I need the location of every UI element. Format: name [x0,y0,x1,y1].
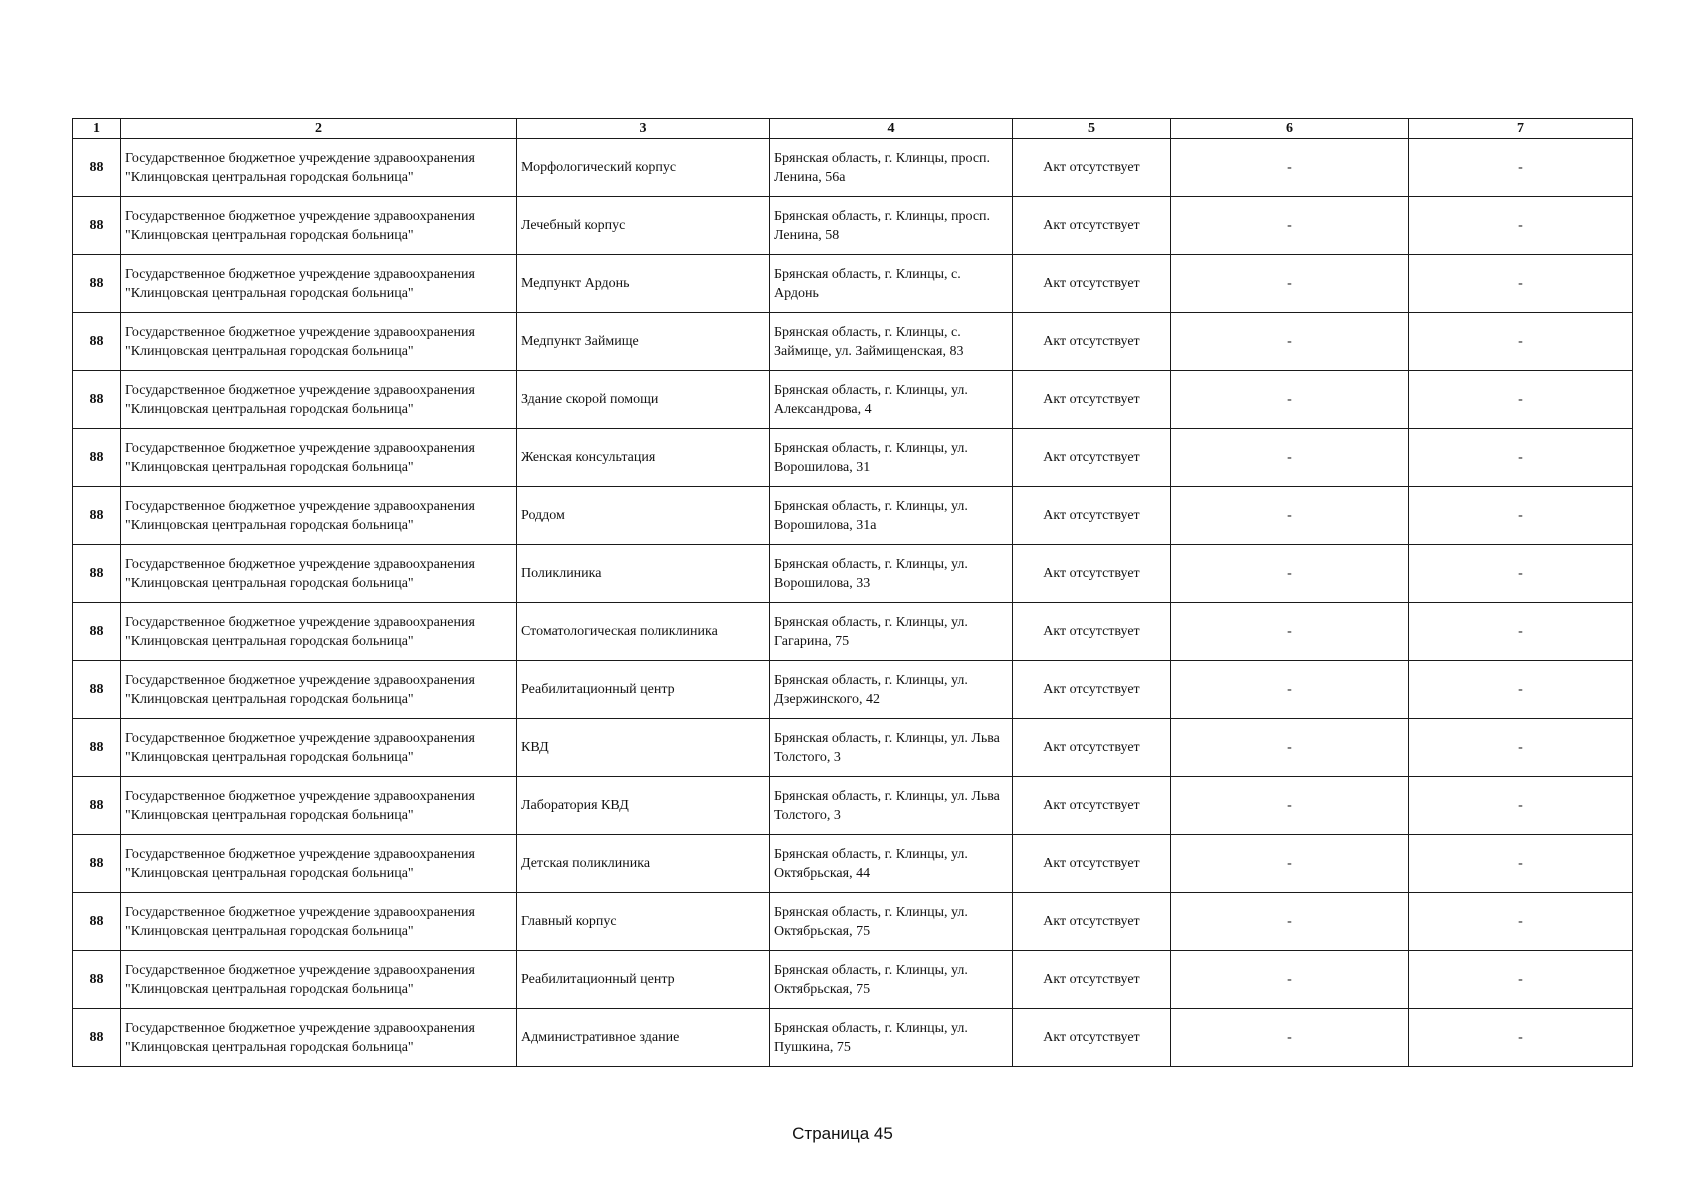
organization-name [121,777,517,835]
table-row [73,371,1633,429]
organization-line-1: Государственное бюджетное учреждение здравоохранения [125,150,475,166]
object-address: Брянская область, г. Клинцы, ул. Октябрьская, 75 [770,893,1013,951]
organization-line-2: "Клинцовская центральная городская больница" [125,981,414,997]
table-row [73,545,1633,603]
act-status: Акт отсутствует [1013,487,1171,545]
table-row [73,893,1633,951]
act-status: Акт отсутствует [1013,893,1171,951]
table-row [73,255,1633,313]
object-name: Стоматологическая поликлиника [517,603,770,661]
table-row [73,661,1633,719]
object-name: Роддом [517,487,770,545]
column-7-value: - [1409,835,1633,893]
organization-line-2: "Клинцовская центральная городская больница" [125,1039,414,1055]
column-6-value: - [1171,313,1409,371]
organization-line-1: Государственное бюджетное учреждение здравоохранения [125,614,475,630]
act-status: Акт отсутствует [1013,603,1171,661]
column-header-7: 7 [1409,119,1633,139]
object-address: Брянская область, г. Клинцы, просп. Ленина, 56а [770,139,1013,197]
organization-name [121,893,517,951]
object-name: Реабилитационный центр [517,661,770,719]
act-status: Акт отсутствует [1013,835,1171,893]
object-address: Брянская область, г. Клинцы, ул. Ворошилова, 33 [770,545,1013,603]
object-name: Морфологический корпус [517,139,770,197]
column-6-value: - [1171,661,1409,719]
column-7-value: - [1409,545,1633,603]
object-name: Поликлиника [517,545,770,603]
object-address: Брянская область, г. Клинцы, ул. Дзержинского, 42 [770,661,1013,719]
row-number: 88 [73,1009,121,1067]
organization-name [121,313,517,371]
column-header-2: 2 [121,119,517,139]
organization-line-1: Государственное бюджетное учреждение здравоохранения [125,208,475,224]
object-name: Лечебный корпус [517,197,770,255]
column-7-value: - [1409,429,1633,487]
row-number: 88 [73,545,121,603]
organization-line-1: Государственное бюджетное учреждение здравоохранения [125,382,475,398]
object-name: Женская консультация [517,429,770,487]
page-number: Страница 45 [792,1124,893,1143]
organization-name [121,487,517,545]
organization-name [121,197,517,255]
column-7-value: - [1409,777,1633,835]
organization-name [121,429,517,487]
row-number: 88 [73,429,121,487]
document-sheet [72,118,1632,1067]
column-6-value: - [1171,777,1409,835]
row-number: 88 [73,603,121,661]
object-name: Медпункт Ардонь [517,255,770,313]
act-status: Акт отсутствует [1013,1009,1171,1067]
column-header-1: 1 [73,119,121,139]
column-6-value: - [1171,371,1409,429]
object-name: Медпункт Займище [517,313,770,371]
row-number: 88 [73,719,121,777]
object-name: Главный корпус [517,893,770,951]
object-address: Брянская область, г. Клинцы, ул. Пушкина, 75 [770,1009,1013,1067]
column-7-value: - [1409,139,1633,197]
organization-name [121,661,517,719]
column-6-value: - [1171,719,1409,777]
organization-line-1: Государственное бюджетное учреждение здравоохранения [125,730,475,746]
act-status: Акт отсутствует [1013,719,1171,777]
act-status: Акт отсутствует [1013,255,1171,313]
column-7-value: - [1409,487,1633,545]
act-status: Акт отсутствует [1013,313,1171,371]
column-6-value: - [1171,545,1409,603]
column-7-value: - [1409,951,1633,1009]
organization-line-2: "Клинцовская центральная городская больница" [125,343,414,359]
organization-line-1: Государственное бюджетное учреждение здравоохранения [125,498,475,514]
object-address: Брянская область, г. Клинцы, ул. Льва Толстого, 3 [770,777,1013,835]
table-body [73,139,1633,1067]
organization-line-2: "Клинцовская центральная городская больница" [125,169,414,185]
organization-line-2: "Клинцовская центральная городская больница" [125,923,414,939]
organization-line-1: Государственное бюджетное учреждение здравоохранения [125,788,475,804]
row-number: 88 [73,777,121,835]
table-row [73,139,1633,197]
organization-line-2: "Клинцовская центральная городская больница" [125,633,414,649]
column-7-value: - [1409,255,1633,313]
row-number: 88 [73,197,121,255]
column-6-value: - [1171,951,1409,1009]
organization-name [121,603,517,661]
column-6-value: - [1171,835,1409,893]
organization-name [121,255,517,313]
organization-line-2: "Клинцовская центральная городская больница" [125,575,414,591]
object-address: Брянская область, г. Клинцы, с. Ардонь [770,255,1013,313]
act-status: Акт отсутствует [1013,429,1171,487]
act-status: Акт отсутствует [1013,545,1171,603]
table-row [73,197,1633,255]
object-name: Реабилитационный центр [517,951,770,1009]
column-7-value: - [1409,661,1633,719]
column-7-value: - [1409,603,1633,661]
act-status: Акт отсутствует [1013,197,1171,255]
row-number: 88 [73,661,121,719]
row-number: 88 [73,255,121,313]
organization-line-2: "Клинцовская центральная городская больница" [125,517,414,533]
organization-line-2: "Клинцовская центральная городская больница" [125,459,414,475]
column-6-value: - [1171,255,1409,313]
table-row [73,777,1633,835]
row-number: 88 [73,313,121,371]
organization-line-2: "Клинцовская центральная городская больница" [125,807,414,823]
organization-line-1: Государственное бюджетное учреждение здравоохранения [125,266,475,282]
row-number: 88 [73,835,121,893]
column-header-5: 5 [1013,119,1171,139]
table-row [73,603,1633,661]
row-number: 88 [73,487,121,545]
table-row [73,487,1633,545]
table-row [73,951,1633,1009]
object-address: Брянская область, г. Клинцы, ул. Льва Толстого, 3 [770,719,1013,777]
organization-line-1: Государственное бюджетное учреждение здравоохранения [125,1020,475,1036]
object-address: Брянская область, г. Клинцы, ул. Гагарина, 75 [770,603,1013,661]
object-name: Детская поликлиника [517,835,770,893]
table-row [73,429,1633,487]
object-address: Брянская область, г. Клинцы, с. Займище, ул. Займищенская, 83 [770,313,1013,371]
organization-name [121,951,517,1009]
organization-line-2: "Клинцовская центральная городская больница" [125,285,414,301]
column-7-value: - [1409,893,1633,951]
column-header-3: 3 [517,119,770,139]
row-number: 88 [73,893,121,951]
organization-line-1: Государственное бюджетное учреждение здравоохранения [125,672,475,688]
column-6-value: - [1171,603,1409,661]
act-status: Акт отсутствует [1013,661,1171,719]
object-address: Брянская область, г. Клинцы, ул. Ворошилова, 31 [770,429,1013,487]
column-7-value: - [1409,313,1633,371]
organization-line-2: "Клинцовская центральная городская больница" [125,749,414,765]
object-name: Лаборатория КВД [517,777,770,835]
column-6-value: - [1171,1009,1409,1067]
object-address: Брянская область, г. Клинцы, ул. Октябрьская, 75 [770,951,1013,1009]
column-6-value: - [1171,893,1409,951]
table-row [73,1009,1633,1067]
object-name: Здание скорой помощи [517,371,770,429]
table-row [73,719,1633,777]
organization-name [121,371,517,429]
organization-name [121,545,517,603]
organization-line-2: "Клинцовская центральная городская больница" [125,691,414,707]
column-header-4: 4 [770,119,1013,139]
column-header-6: 6 [1171,119,1409,139]
organization-line-1: Государственное бюджетное учреждение здравоохранения [125,556,475,572]
column-7-value: - [1409,719,1633,777]
object-address: Брянская область, г. Клинцы, ул. Ворошилова, 31а [770,487,1013,545]
object-name: Административное здание [517,1009,770,1067]
organization-name [121,139,517,197]
object-address: Брянская область, г. Клинцы, ул. Октябрьская, 44 [770,835,1013,893]
header-row [73,119,1633,139]
table-row [73,313,1633,371]
row-number: 88 [73,139,121,197]
organization-line-2: "Клинцовская центральная городская больница" [125,227,414,243]
object-address: Брянская область, г. Клинцы, просп. Ленина, 58 [770,197,1013,255]
organization-name [121,835,517,893]
organization-line-1: Государственное бюджетное учреждение здравоохранения [125,962,475,978]
act-status: Акт отсутствует [1013,951,1171,1009]
row-number: 88 [73,951,121,1009]
row-number: 88 [73,371,121,429]
registry-table [72,118,1633,1067]
organization-line-2: "Клинцовская центральная городская больница" [125,401,414,417]
object-address: Брянская область, г. Клинцы, ул. Александрова, 4 [770,371,1013,429]
organization-line-2: "Клинцовская центральная городская больница" [125,865,414,881]
object-name: КВД [517,719,770,777]
column-6-value: - [1171,487,1409,545]
act-status: Акт отсутствует [1013,371,1171,429]
column-7-value: - [1409,371,1633,429]
organization-line-1: Государственное бюджетное учреждение здравоохранения [125,846,475,862]
organization-name [121,1009,517,1067]
organization-line-1: Государственное бюджетное учреждение здравоохранения [125,440,475,456]
act-status: Акт отсутствует [1013,777,1171,835]
organization-line-1: Государственное бюджетное учреждение здравоохранения [125,324,475,340]
column-6-value: - [1171,139,1409,197]
act-status: Акт отсутствует [1013,139,1171,197]
column-6-value: - [1171,429,1409,487]
organization-line-1: Государственное бюджетное учреждение здравоохранения [125,904,475,920]
column-7-value: - [1409,197,1633,255]
organization-name [121,719,517,777]
column-6-value: - [1171,197,1409,255]
column-7-value: - [1409,1009,1633,1067]
table-row [73,835,1633,893]
